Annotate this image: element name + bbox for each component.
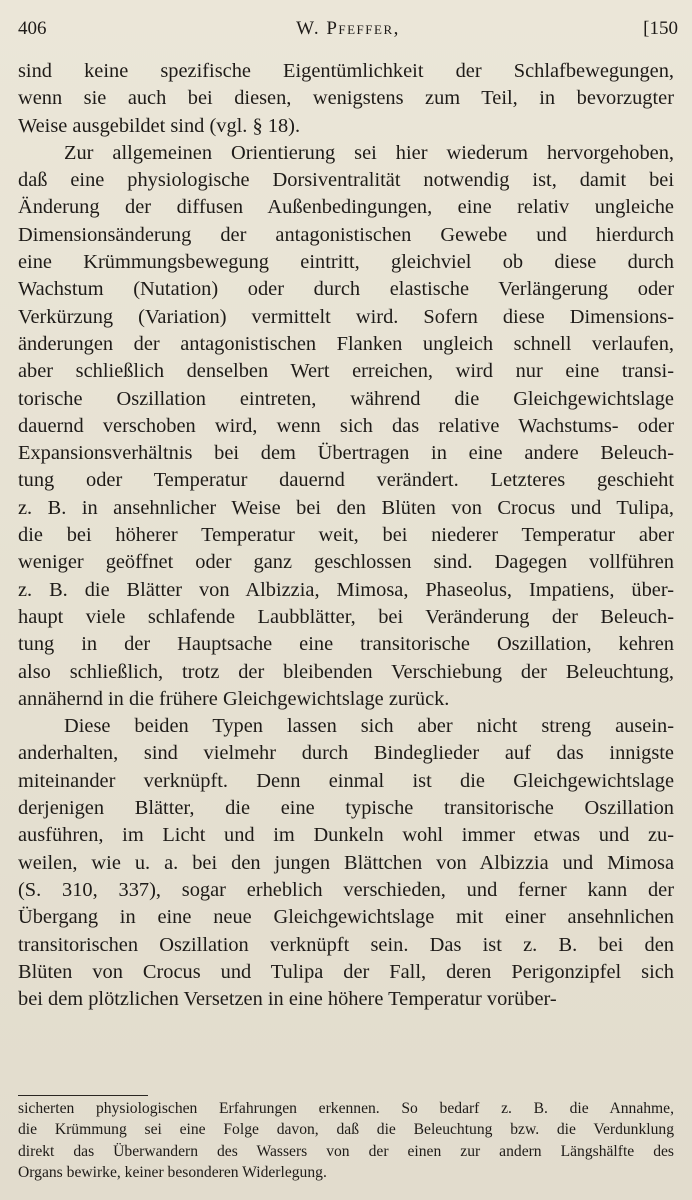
text-line: also schließlich, trotz der bleibenden Verschiebung der Beleuchtung,: [18, 660, 674, 683]
text-line: wenn sie auch bei diesen, wenigstens zum Teil, in bevorzugter: [18, 87, 674, 110]
running-title: W. Pfeffer,: [296, 18, 400, 39]
text-line: Weise ausgebildet sind (vgl. § 18).: [18, 114, 301, 137]
text-line: anderhalten, sind vielmehr durch Bindeglieder auf das innigste: [18, 742, 674, 765]
text-line: z. B. in ansehnlicher Weise bei den Blüten von Crocus und Tulipa,: [18, 496, 674, 519]
text-line: änderungen der antagonistischen Flanken ungleich schnell verlaufen,: [18, 332, 674, 355]
text-line: torische Oszillation eintreten, während die Gleichgewichtslage: [18, 387, 674, 410]
footnote-divider: [18, 1095, 148, 1096]
footnote-line: Organs bewirke, keiner besonderen Widerlegung.: [18, 1164, 327, 1182]
text-line: transitorischen Oszillation verknüpft sein. Das ist z. B. bei den: [18, 933, 674, 956]
text-line: die bei höherer Temperatur weit, bei niederer Temperatur aber: [18, 524, 674, 547]
footnote-line: sicherten physiologischen Erfahrungen erkennen. So bedarf z. B. die Annahme,: [18, 1100, 674, 1117]
text-line: Dimensionsänderung der antagonistischen Gewebe und hierdurch: [18, 223, 674, 246]
text-line: derjenigen Blätter, die eine typische transitorische Oszillation: [18, 797, 674, 820]
text-line: Expansionsverhältnis bei dem Übertragen in eine andere Beleuch-: [18, 442, 674, 465]
footnote-line: direkt das Überwandern des Wassers von der einen zur andern Längshälfte des: [18, 1142, 674, 1160]
text-line: z. B. die Blätter von Albizzia, Mimosa, Phaseolus, Impatiens, über-: [18, 578, 674, 601]
text-line: aber schließlich denselben Wert erreichen, wird nur eine transi-: [18, 360, 674, 383]
main-text: [18, 58, 674, 1013]
paragraph: [18, 713, 674, 1013]
text-line: dauernd verschoben wird, wenn sich das relative Wachstums- oder: [18, 414, 674, 437]
footnote-line: die Krümmung sei eine Folge davon, daß die Beleuchtung bzw. die Verdunklung: [18, 1121, 674, 1139]
text-line: ausführen, im Licht und im Dunkeln wohl immer etwas und zu-: [18, 824, 674, 847]
text-line: bei dem plötzlichen Versetzen in eine höhere Temperatur vorüber-: [18, 988, 557, 1011]
text-line: Änderung der diffusen Außenbedingungen, eine relativ ungleiche: [18, 196, 674, 219]
text-line: daß eine physiologische Dorsiventralität notwendig ist, damit bei: [18, 169, 674, 192]
text-line: weniger geöffnet oder ganz geschlossen sind. Dagegen vollführen: [18, 551, 674, 574]
text-line: sind keine spezifische Eigentümlichkeit der Schlafbewegungen,: [18, 60, 674, 82]
page-header: [18, 14, 678, 46]
text-line: tung in der Hauptsache eine transitorische Oszillation, kehren: [18, 633, 674, 656]
text-line: Blüten von Crocus und Tulipa der Fall, deren Perigonzipfel sich: [18, 960, 674, 983]
text-line: Wachstum (Nutation) oder durch elastische Verlängerung oder: [18, 278, 674, 301]
text-line: Zur allgemeinen Orientierung sei hier wiederum hervorgehoben,: [64, 141, 674, 164]
text-line: annähernd in die frühere Gleichgewichtslage zurück.: [18, 687, 450, 710]
text-line: haupt viele schlafende Laubblätter, bei Veränderung der Beleuch-: [18, 605, 674, 628]
text-line: Diese beiden Typen lassen sich aber nicht streng ausein-: [64, 715, 674, 738]
original-page-reference: [150: [643, 18, 678, 39]
paragraph: [18, 58, 674, 140]
text-line: miteinander verknüpft. Denn einmal ist die Gleichgewichtslage: [18, 769, 674, 792]
footnote: [18, 1098, 674, 1184]
paragraph: [18, 140, 674, 713]
text-line: (S. 310, 337), sogar erheblich verschieden, und ferner kann der: [18, 878, 674, 901]
text-line: tung oder Temperatur dauernd verändert. Letzteres geschieht: [18, 469, 674, 492]
text-line: Verkürzung (Variation) vermittelt wird. Sofern diese Dimensions-: [18, 305, 674, 328]
text-line: Übergang in eine neue Gleichgewichtslage mit einer ansehnlichen: [18, 906, 674, 929]
text-line: eine Krümmungsbewegung eintritt, gleichviel ob diese durch: [18, 251, 674, 274]
page-number: 406: [18, 18, 47, 39]
text-line: weilen, wie u. a. bei den jungen Blättchen von Albizzia und Mimosa: [18, 851, 674, 874]
